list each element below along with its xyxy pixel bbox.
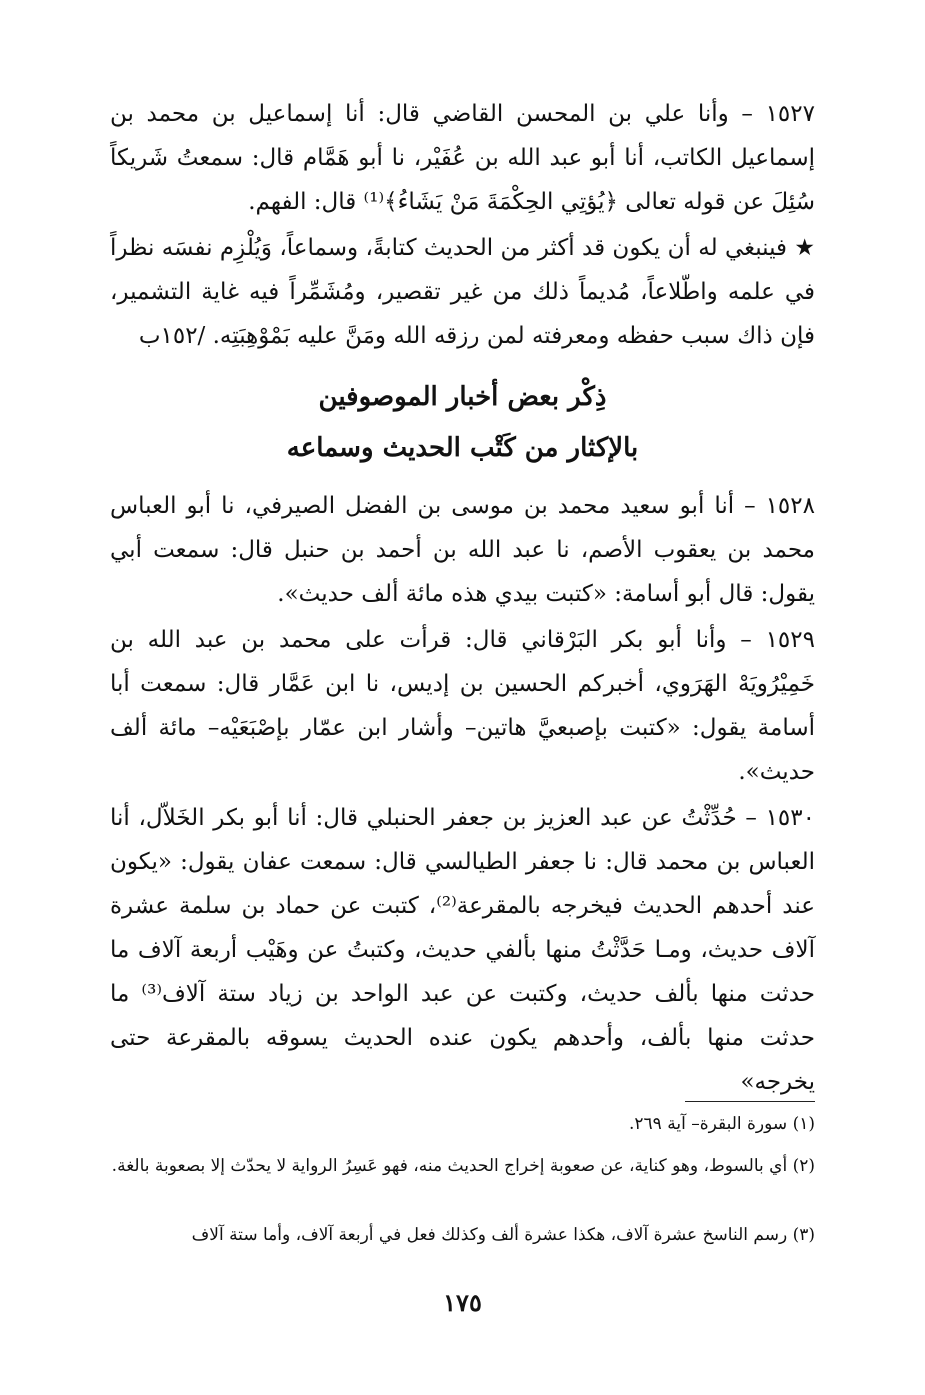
footnote-3: (٣) رسم الناسخ عشرة آلاف، هكذا عشرة ألف وكذلك فعل في أربعة آلاف، وأما ستة آلاف <box>191 1225 815 1245</box>
hadith-1528: ١٥٢٨ – أنا أبو سعيد محمد بن موسى بن الفضل الصيرفي، نا أبو العباس محمد بن يعقوب الأصم، نا عبد الله بن أحمد بن حنبل قال: سمعت أبي يقول: قال أبو أسامة: «كتبت بيدي هذه مائة ألف حديث». <box>110 493 815 607</box>
footnote-separator <box>685 1101 815 1102</box>
section-heading-line-2: بالإكثار من كَتْب الحديث وسماعه <box>286 433 639 463</box>
page-number: ١٧٥ <box>443 1288 482 1317</box>
section-heading-line-1: ذِكْر بعض أخبار الموصوفين <box>318 382 607 412</box>
footnote-2: (٢) أي بالسوط، وهو كناية، عن صعوبة إخراج الحديث منه، فهو عَسِرُ الرواية لا يحدّث إلا بصعوبة بالغة. <box>111 1156 815 1176</box>
author-note: ★ فينبغي له أن يكون قد أكثر من الحديث كتابةً، وسماعاً، وَيُلْزِم نفسَه نظراً في علمه واطّلاعاً، مُديماً ذلك من غير تقصير، ومُشَمِّراً فيه غاية التشمير، فإن ذاك سبب حفظه ومعرفته لمن رزقه الله ومَنَّ عليه بَمْوْهِبَتِه. /١٥٢ب <box>110 235 815 349</box>
footnote-1: (١) سورة البقرة– آية ٢٦٩. <box>629 1114 815 1134</box>
hadith-1530: ١٥٣٠ – حُدِّثْتُ عن عبد العزيز بن جعفر الحنبلي قال: أنا أبو بكر الخَلاّل، أنا العباس بن محمد قال: نا جعفر الطيالسي قال: سمعت عفان يقول: «يكون عند أحدهم الحديث فيخرجه بالمقرعة⁽²⁾، كتبت عن حماد بن سلمة عشرة آلاف حديث، ومـا حَدَّثْتُ منها بألفي حديث، وكتبتُ عن وهَيْب أربعة آلاف ما حدثت منها بألف حديث، وكتبت عن عبد الواحد بن زياد ستة آلاف⁽³⁾ ما حدثت منها بألف، وأحدهم يكون عنده الحديث يسوقه بالمقرعة حتى يخرجه» <box>110 805 816 1095</box>
hadith-1527: ١٥٢٧ – وأنا علي بن المحسن القاضي قال: أنا إسماعيل بن محمد بن إسماعيل الكاتب، أنا أبو عبد الله بن عُفَيْر، نا أبو هَمَّام قال: سمعتُ شَريكاً سُئِلَ عن قوله تعالى ﴿يُؤتِي الحِكْمَةَ مَنْ يَشَاءُ﴾⁽¹⁾ قال: الفهم. <box>110 101 815 215</box>
hadith-1529: ١٥٢٩ – وأنا أبو بكر البَرْقاني قال: قرأت على محمد بن عبد الله بن خَمِيْرُويَهْ الهَرَوي، أخبركم الحسين بن إديس، نا ابن عَمَّار قال: سمعت أبا أسامة يقول: «كتبت بإصبعيَّ هاتين– وأشار ابن عمّار بإصْبَعَيْه– مائة ألف حديث». <box>110 627 815 785</box>
